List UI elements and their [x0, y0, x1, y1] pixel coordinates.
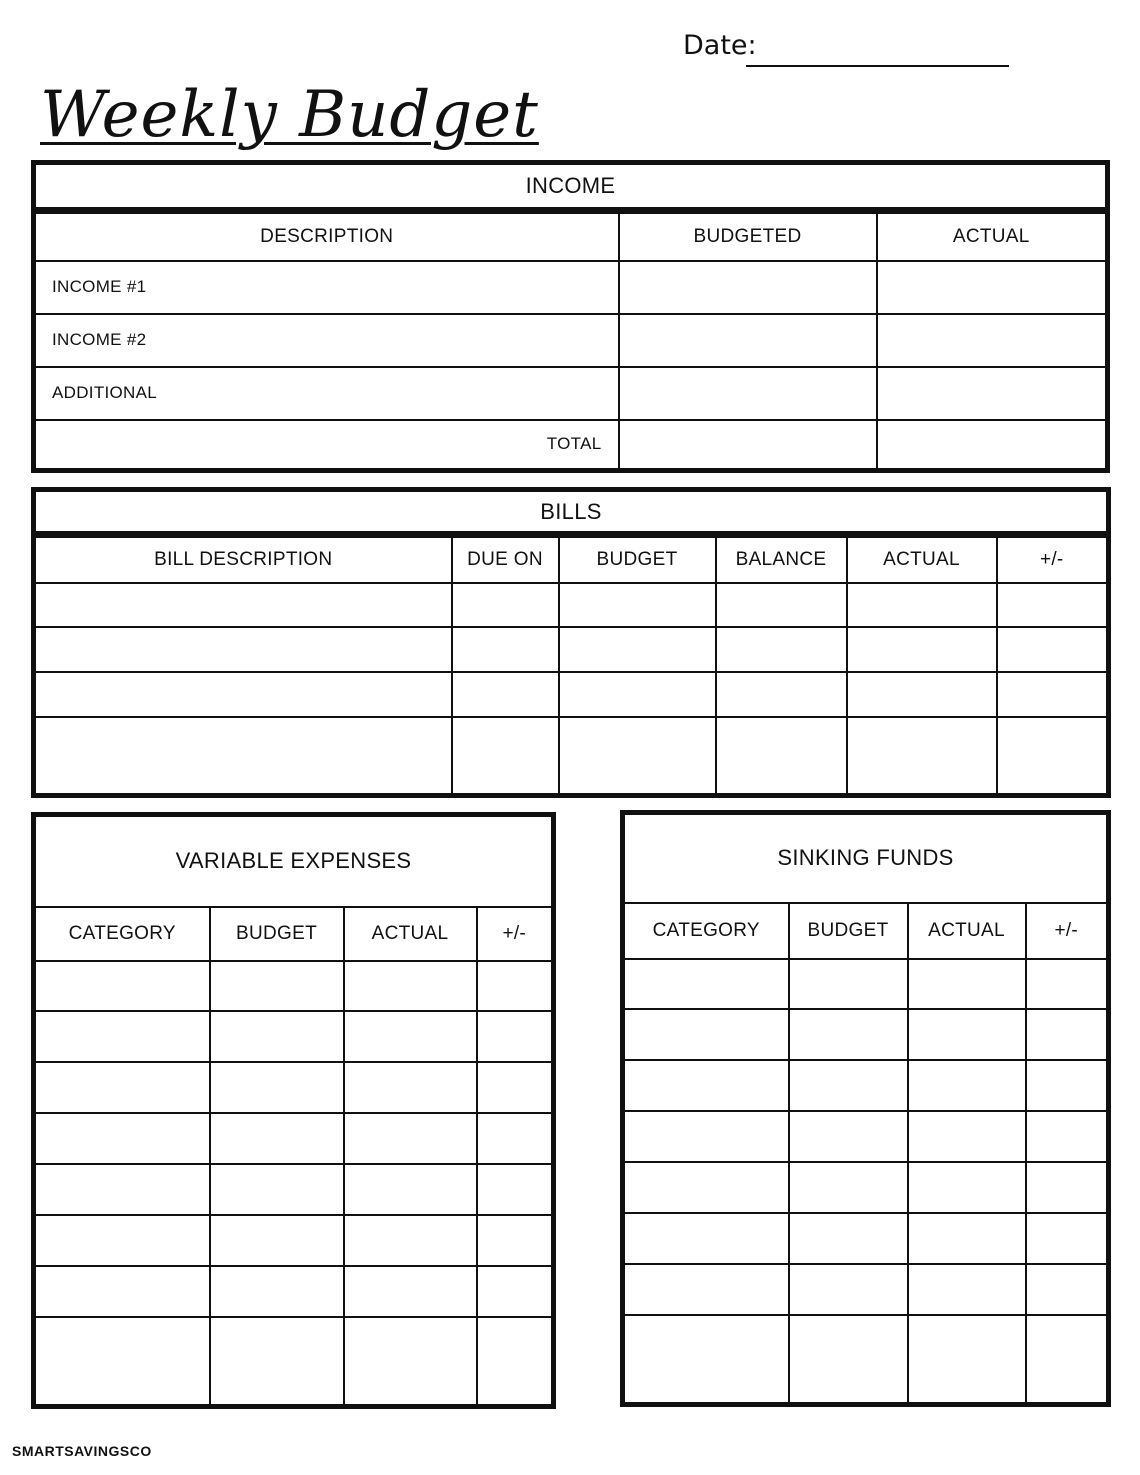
bills-cell[interactable]: [847, 672, 997, 717]
sinking-col-budget: BUDGET: [789, 903, 908, 959]
sinking-row: [623, 1111, 1109, 1162]
bills-cell[interactable]: [997, 672, 1109, 717]
bills-row: [34, 583, 1109, 628]
sinking-cell[interactable]: [789, 1315, 908, 1404]
income-col-actual: ACTUAL: [877, 211, 1108, 261]
variable-cell[interactable]: [477, 1317, 554, 1406]
income-budgeted-cell[interactable]: [619, 314, 877, 367]
variable-cell[interactable]: [477, 1062, 554, 1113]
sinking-cell[interactable]: [789, 959, 908, 1010]
sinking-funds-title: SINKING FUNDS: [623, 813, 1109, 903]
sinking-cell[interactable]: [1026, 1162, 1109, 1213]
bills-cell[interactable]: [34, 672, 452, 717]
sinking-cell[interactable]: [623, 1162, 789, 1213]
variable-cell[interactable]: [210, 1011, 344, 1062]
income-actual-cell[interactable]: [877, 314, 1108, 367]
variable-cell[interactable]: [210, 961, 344, 1012]
income-total-actual-cell[interactable]: [877, 420, 1108, 471]
sinking-cell[interactable]: [1026, 1111, 1109, 1162]
sinking-cell[interactable]: [789, 1213, 908, 1264]
sinking-cell[interactable]: [789, 1009, 908, 1060]
variable-cell[interactable]: [344, 1113, 477, 1164]
sinking-cell[interactable]: [789, 1060, 908, 1111]
date-field[interactable]: [746, 65, 1009, 67]
variable-row: [34, 1164, 554, 1215]
sinking-cell[interactable]: [908, 1162, 1026, 1213]
variable-cell[interactable]: [477, 1266, 554, 1317]
sinking-cell[interactable]: [1026, 1315, 1109, 1404]
sinking-cell[interactable]: [908, 1315, 1026, 1404]
income-budgeted-cell[interactable]: [619, 261, 877, 314]
bills-cell[interactable]: [559, 717, 716, 796]
variable-cell[interactable]: [344, 961, 477, 1012]
bills-table: [31, 487, 1111, 798]
income-actual-cell[interactable]: [877, 367, 1108, 420]
sinking-cell[interactable]: [1026, 1264, 1109, 1315]
sinking-cell[interactable]: [789, 1264, 908, 1315]
bills-cell[interactable]: [997, 717, 1109, 796]
bills-col-description: BILL DESCRIPTION: [34, 535, 452, 583]
sinking-cell[interactable]: [623, 959, 789, 1010]
bills-cell[interactable]: [716, 627, 847, 672]
bills-row: [34, 717, 1109, 796]
bills-cell[interactable]: [34, 717, 452, 796]
variable-cell[interactable]: [477, 1164, 554, 1215]
brand-label: SMARTSAVINGSCO: [12, 1443, 152, 1459]
variable-expenses-table: [31, 812, 556, 1409]
sinking-cell[interactable]: [623, 1060, 789, 1111]
variable-cell[interactable]: [344, 1266, 477, 1317]
variable-row: [34, 1266, 554, 1317]
variable-row: [34, 1011, 554, 1062]
bills-cell[interactable]: [34, 627, 452, 672]
sinking-cell[interactable]: [789, 1111, 908, 1162]
bills-cell[interactable]: [559, 672, 716, 717]
variable-cell[interactable]: [344, 1062, 477, 1113]
income-total-budgeted-cell[interactable]: [619, 420, 877, 471]
bills-cell[interactable]: [34, 583, 452, 628]
sinking-col-difference: +/-: [1026, 903, 1109, 959]
sinking-col-actual: ACTUAL: [908, 903, 1026, 959]
sinking-row: [623, 1264, 1109, 1315]
bills-cell[interactable]: [559, 583, 716, 628]
variable-cell[interactable]: [34, 1266, 210, 1317]
sinking-row: [623, 1315, 1109, 1404]
income-col-budgeted: BUDGETED: [619, 211, 877, 261]
variable-cell[interactable]: [477, 1113, 554, 1164]
bills-cell[interactable]: [847, 717, 997, 796]
bills-cell[interactable]: [452, 717, 559, 796]
bills-col-due-on: DUE ON: [452, 535, 559, 583]
variable-expenses-title: VARIABLE EXPENSES: [34, 815, 554, 907]
income-table: [31, 160, 1110, 473]
variable-cell[interactable]: [344, 1317, 477, 1406]
bills-cell[interactable]: [847, 583, 997, 628]
variable-col-budget: BUDGET: [210, 907, 344, 961]
variable-col-category: CATEGORY: [34, 907, 210, 961]
variable-cell[interactable]: [477, 1215, 554, 1266]
variable-row: [34, 1062, 554, 1113]
income-budgeted-cell[interactable]: [619, 367, 877, 420]
variable-cell[interactable]: [34, 1215, 210, 1266]
sinking-row: [623, 1213, 1109, 1264]
variable-cell[interactable]: [344, 1164, 477, 1215]
sinking-cell[interactable]: [1026, 959, 1109, 1010]
variable-cell[interactable]: [34, 1011, 210, 1062]
sinking-row: [623, 1060, 1109, 1111]
variable-cell[interactable]: [210, 1215, 344, 1266]
bills-cell[interactable]: [452, 627, 559, 672]
bills-cell[interactable]: [716, 672, 847, 717]
sinking-cell[interactable]: [908, 1111, 1026, 1162]
sinking-cell[interactable]: [1026, 1009, 1109, 1060]
bills-col-actual: ACTUAL: [847, 535, 997, 583]
variable-cell[interactable]: [210, 1266, 344, 1317]
bills-cell[interactable]: [716, 717, 847, 796]
bills-col-balance: BALANCE: [716, 535, 847, 583]
sinking-cell[interactable]: [1026, 1213, 1109, 1264]
income-title: INCOME: [34, 163, 1108, 211]
sinking-row: [623, 1009, 1109, 1060]
bills-row: [34, 672, 1109, 717]
bills-cell[interactable]: [452, 672, 559, 717]
sinking-col-category: CATEGORY: [623, 903, 789, 959]
sinking-cell[interactable]: [623, 1315, 789, 1404]
sinking-cell[interactable]: [908, 1264, 1026, 1315]
variable-cell[interactable]: [210, 1113, 344, 1164]
variable-cell[interactable]: [344, 1011, 477, 1062]
variable-col-difference: +/-: [477, 907, 554, 961]
variable-cell[interactable]: [34, 1164, 210, 1215]
sinking-cell[interactable]: [908, 1060, 1026, 1111]
bills-cell[interactable]: [847, 627, 997, 672]
variable-cell[interactable]: [34, 1317, 210, 1406]
variable-cell[interactable]: [477, 1011, 554, 1062]
income-row-label: INCOME #1: [34, 261, 619, 314]
date-label: Date:: [683, 30, 757, 61]
sinking-cell[interactable]: [789, 1162, 908, 1213]
bills-row: [34, 627, 1109, 672]
sinking-cell[interactable]: [623, 1213, 789, 1264]
variable-cell[interactable]: [477, 961, 554, 1012]
sinking-cell[interactable]: [908, 1009, 1026, 1060]
income-row-label: ADDITIONAL: [34, 367, 619, 420]
variable-row: [34, 1215, 554, 1266]
sinking-cell[interactable]: [1026, 1060, 1109, 1111]
sinking-cell[interactable]: [623, 1009, 789, 1060]
variable-row: [34, 961, 554, 1012]
income-total-label: TOTAL: [34, 420, 619, 471]
income-row-label: INCOME #2: [34, 314, 619, 367]
bills-title: BILLS: [34, 490, 1109, 535]
variable-cell[interactable]: [344, 1215, 477, 1266]
variable-cell[interactable]: [34, 1062, 210, 1113]
variable-row: [34, 1113, 554, 1164]
variable-cell[interactable]: [210, 1164, 344, 1215]
page-title: Weekly Budget: [40, 78, 539, 152]
sinking-cell[interactable]: [623, 1264, 789, 1315]
variable-cell[interactable]: [34, 961, 210, 1012]
bills-col-difference: +/-: [997, 535, 1109, 583]
sinking-cell[interactable]: [623, 1111, 789, 1162]
income-actual-cell[interactable]: [877, 261, 1108, 314]
sinking-cell[interactable]: [908, 1213, 1026, 1264]
bills-cell[interactable]: [559, 627, 716, 672]
variable-col-actual: ACTUAL: [344, 907, 477, 961]
variable-cell[interactable]: [210, 1062, 344, 1113]
income-col-description: DESCRIPTION: [34, 211, 619, 261]
variable-row: [34, 1317, 554, 1406]
variable-cell[interactable]: [210, 1317, 344, 1406]
bills-cell[interactable]: [452, 583, 559, 628]
sinking-funds-table: [620, 810, 1111, 1407]
bills-col-budget: BUDGET: [559, 535, 716, 583]
bills-cell[interactable]: [716, 583, 847, 628]
bills-cell[interactable]: [997, 583, 1109, 628]
bills-cell[interactable]: [997, 627, 1109, 672]
sinking-row: [623, 1162, 1109, 1213]
sinking-cell[interactable]: [908, 959, 1026, 1010]
variable-cell[interactable]: [34, 1113, 210, 1164]
sinking-row: [623, 959, 1109, 1010]
